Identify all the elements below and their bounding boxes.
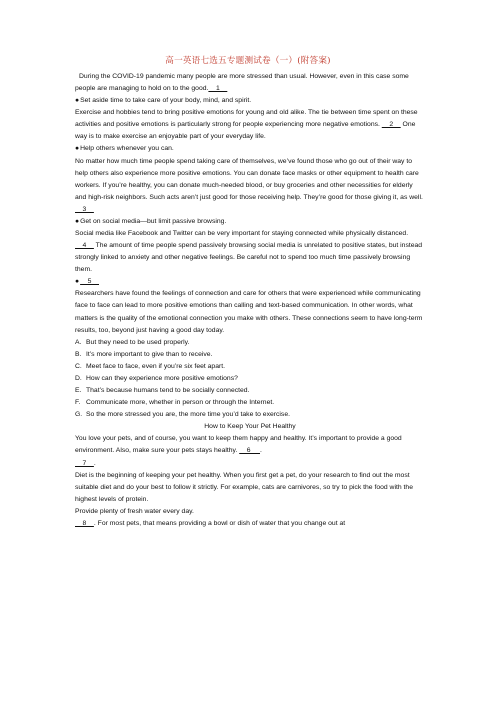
answer-blank-1: 1: [208, 85, 228, 93]
option-letter: F.: [75, 399, 81, 407]
passage2-heading-1: Provide plenty of fresh water every day.: [75, 507, 194, 515]
options-list: [75, 337, 425, 422]
passage2-blank-7-line: 7 .: [75, 459, 96, 467]
option-letter: E.: [75, 387, 82, 395]
option-letter: A.: [75, 338, 82, 346]
answer-blank-2: 2: [381, 121, 401, 129]
heading-1: ● Set aside time to take care of your body, mind, and spirit.: [75, 95, 425, 107]
paragraph-1: [75, 107, 425, 143]
paragraph-3-text-a: Social media like Facebook and Twitter can be very important for staying connected while physically distanced.: [75, 230, 409, 238]
paragraph-1-text-b: One way is to make exercise an enjoyable part of your everyday life.: [75, 121, 416, 141]
page-title: 高一英语七选五专题测试卷（一）(附答案): [165, 56, 331, 66]
document-body: [75, 71, 425, 530]
option-text: But they need to be used properly.: [86, 338, 190, 346]
answer-blank-5: 5: [80, 278, 99, 286]
option-text: Meet face to face, even if you’re six feet apart.: [86, 362, 226, 370]
option-letter: G.: [75, 411, 83, 419]
answer-blank-8: 8: [75, 519, 94, 527]
heading-3: ● Get on social media—but limit passive browsing.: [75, 216, 425, 228]
passage1-intro: [75, 71, 425, 95]
option-letter: C.: [75, 362, 82, 370]
heading-2: ● Help others whenever you can.: [75, 143, 425, 155]
paragraph-3-text-b: The amount of time people spend passively browsing social media is unrelated to positive states, but instead strongly linked to anxiety and other negative feelings. Be careful not to spend too much time passively browsing them.: [75, 242, 423, 274]
passage2-paragraph-1: Diet is the beginning of keeping your pet healthy. When you first get a pet, do your research to find out the most suitable diet and do your best to follow it strictly. For example, cats are carnivores, so try to pick the food with the highest levels of protein.: [75, 471, 413, 503]
paragraph-2: [75, 156, 425, 216]
option-a: [75, 337, 425, 349]
passage2-intro-text: You love your pets, and of course, you want to keep them happy and healthy. It’s important to provide a good environment. Also, make sure your pets stays healthy.: [75, 435, 402, 455]
option-c: [75, 361, 425, 373]
option-letter: D.: [75, 374, 82, 382]
option-text: That’s because humans tend to be socially connected.: [86, 387, 250, 395]
paragraph-1-text-a: Exercise and hobbies tend to bring positive emotions for young and old alike. The tie between time spent on these activities and positive emotions is particularly strong for people experiencing more negative emotions.: [75, 109, 418, 129]
paragraph-2-text: No matter how much time people spend taking care of themselves, we’ve found those who go out of their way to help others also experience more positive emotions. You can donate face masks or other equipment to health care workers. If you’re healthy, you can donate much-needed blood, or buy groceries and other necessities for elderly and high-risk neighbors. Such acts aren’t just good for those receiving help. They’re good for those giving it, as well.: [75, 157, 423, 201]
option-e: [75, 385, 425, 397]
answer-blank-6: 6: [239, 447, 260, 455]
paragraph-4: Researchers have found the feelings of connection and care for others that were experienced while communicating face to face can lead to more positive emotions than calling and text-based communication. In other words, what matters is the quality of the emotional connection you make with others. These connections seem to have long-term results, too, beyond just having a good day today.: [75, 290, 423, 334]
option-letter: B.: [75, 350, 82, 358]
option-f: [75, 397, 425, 409]
option-d: [75, 373, 425, 385]
answer-blank-7: 7: [75, 459, 94, 467]
passage2-paragraph-2: [75, 518, 425, 530]
option-text: So the more stressed you are, the more time you’d take to exercise.: [86, 411, 291, 419]
option-g: [75, 409, 425, 421]
heading-blank-5: [75, 276, 425, 288]
passage2-paragraph-2-text: . For most pets, that means providing a bowl or dish of water that you change out at: [93, 519, 346, 527]
paragraph-3: [75, 228, 425, 276]
passage2-intro: You love your pets, and of course, you want to keep them happy and healthy. It’s important to provide a good environment. Also, make sure your pets stays healthy. 6 .: [75, 435, 402, 455]
option-b: [75, 349, 425, 361]
answer-blank-3: 3: [75, 205, 94, 213]
option-text: It’s more important to give than to receive.: [86, 350, 213, 358]
passage2-title: How to Keep Your Pet Healthy: [204, 423, 296, 431]
intro-text: During the COVID-19 pandemic many people are more stressed than usual. However, even in this case some people are managing to hold on to the good.: [75, 73, 409, 93]
option-text: How can they experience more positive emotions?: [86, 374, 238, 382]
answer-blank-4: 4: [75, 242, 94, 250]
option-text: Communicate more, whether in person or through the Internet.: [86, 399, 275, 407]
